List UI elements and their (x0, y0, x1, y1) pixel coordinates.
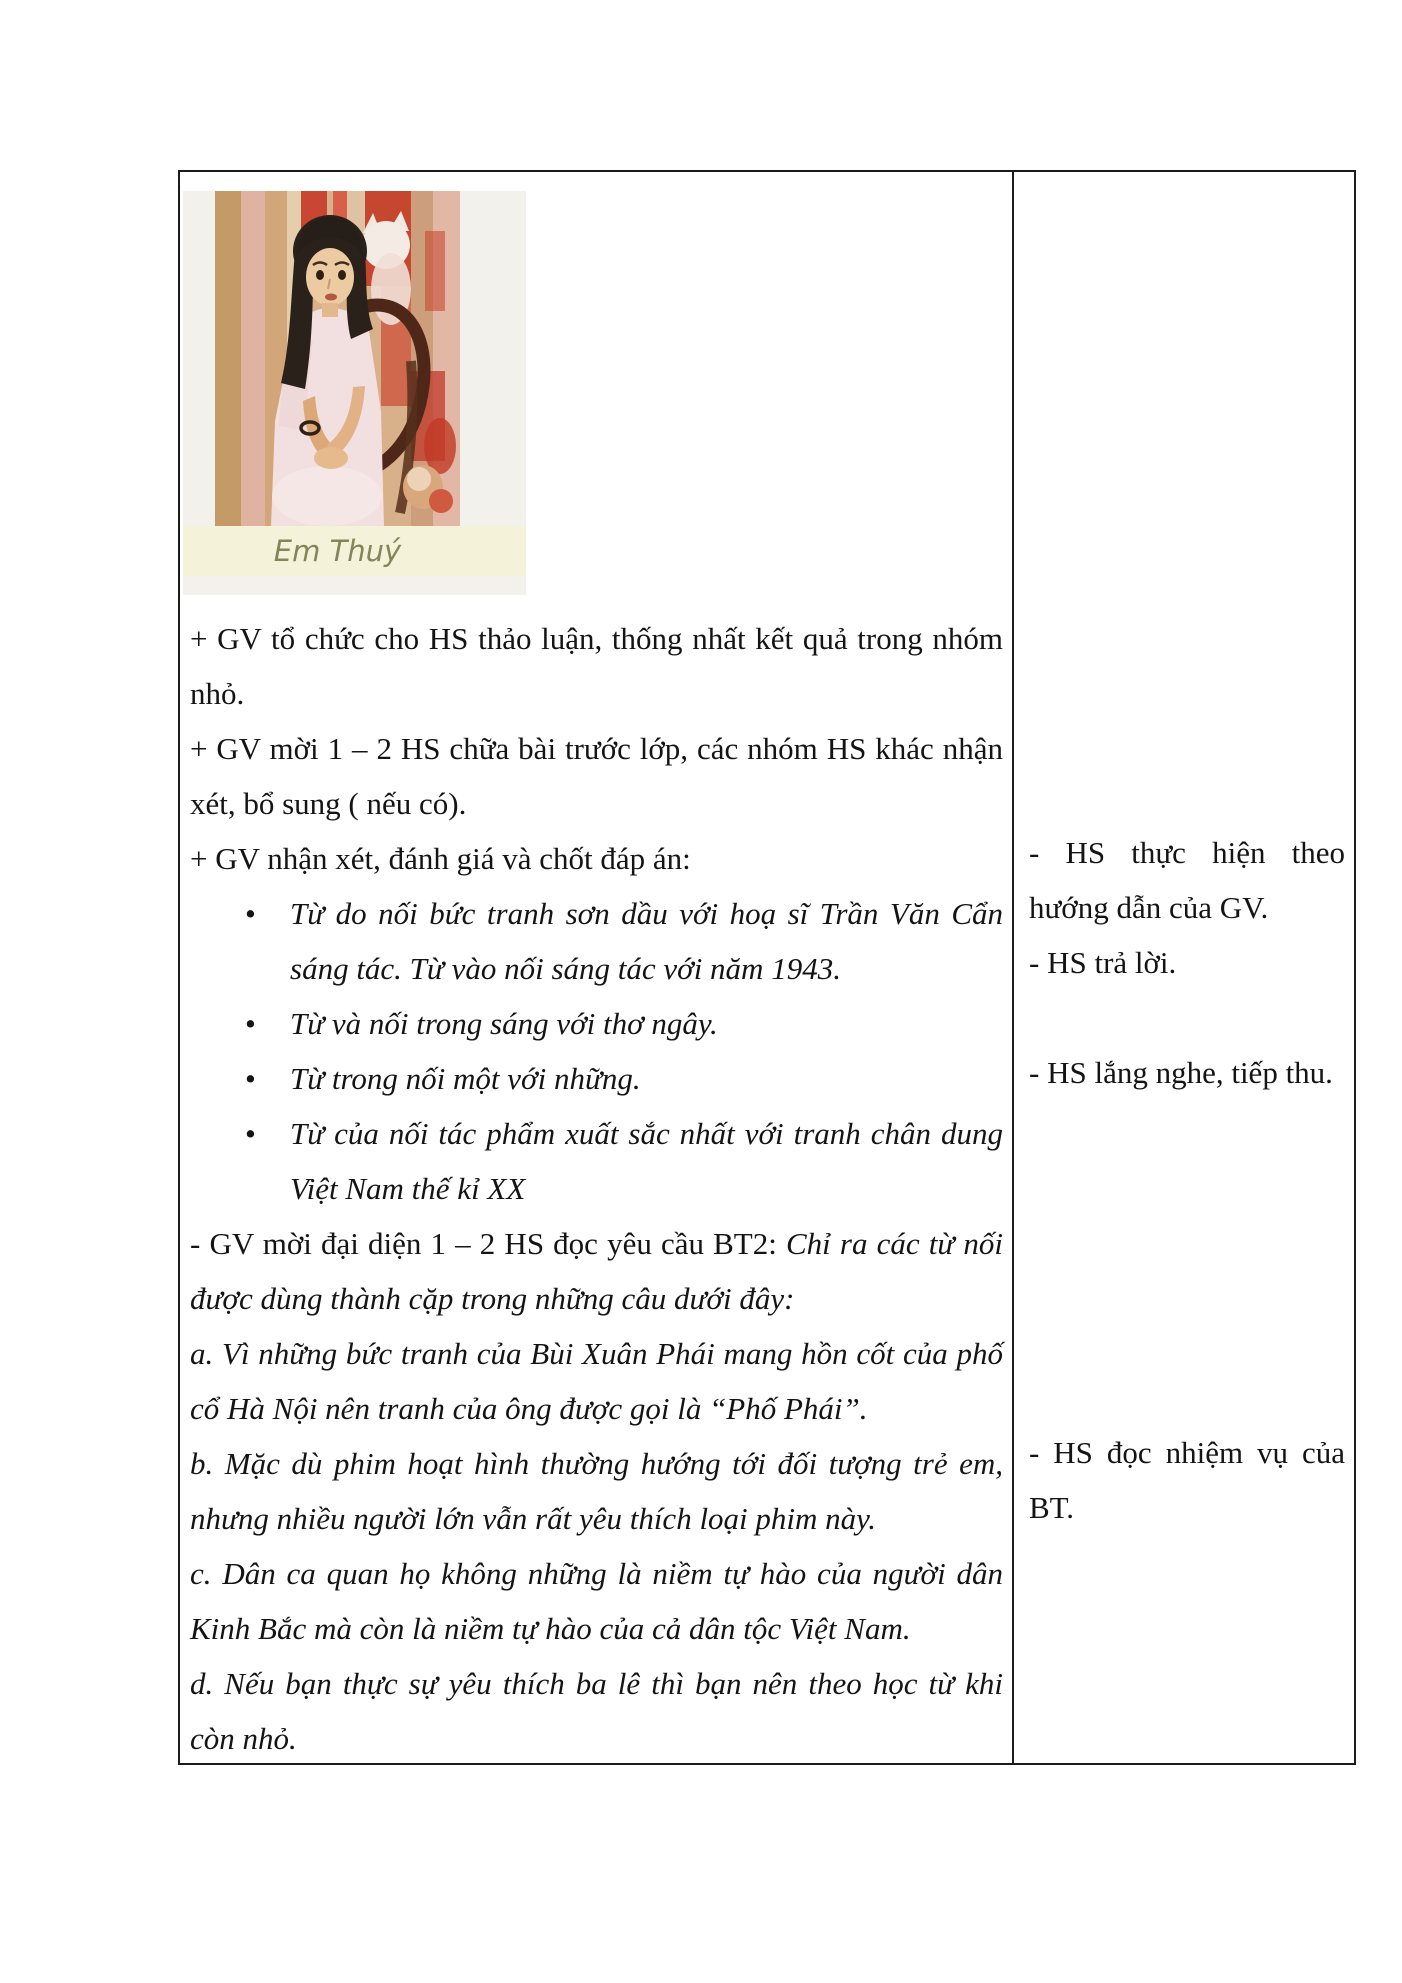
student-activities-cell (1014, 172, 1354, 1763)
figure-caption: Em Thuý (183, 526, 526, 576)
lesson-plan-table (178, 170, 1356, 1765)
em-thuy-painting-image (215, 191, 460, 526)
hs-note-read-task: - HS đọc nhiệm vụ của BT. (1029, 1435, 1345, 1525)
answer-item-3: • Từ trong nối một với những. (190, 1051, 1003, 1106)
teacher-activities-text (180, 611, 1012, 1763)
hs-note-listen: - HS lắng nghe, tiếp thu. (1029, 1055, 1333, 1090)
answer-item-4: • Từ của nối tác phẩm xuất sắc nhất với tranh chân dung Việt Nam thế kỉ XX (190, 1106, 1003, 1216)
gv-note-bt2 (190, 1216, 1003, 1326)
answer-item-1: • Từ do nối bức tranh sơn dầu với hoạ sĩ Trần Văn Cẩn sáng tác. Từ vào nối sáng tác với năm 1943. (190, 886, 1003, 996)
gv-note-discuss: + GV tổ chức cho HS thảo luận, thống nhất kết quả trong nhóm nhỏ. (190, 621, 1003, 711)
gv-note-invite-fix: + GV mời 1 – 2 HS chữa bài trước lớp, các nhóm HS khác nhận xét, bổ sung ( nếu có). (190, 731, 1003, 821)
figure-block (183, 191, 526, 595)
sentence-c: c. Dân ca quan họ không những là niềm tự hào của người dân Kinh Bắc mà còn là niềm tự hào của cả dân tộc Việt Nam. (190, 1556, 1003, 1646)
sentence-d: d. Nếu bạn thực sự yêu thích ba lê thì bạn nên theo học từ khi còn nhỏ. (190, 1666, 1003, 1756)
answer-item-2: • Từ và nối trong sáng với thơ ngây. (190, 996, 1003, 1051)
bt2-lead-text: - GV mời đại diện 1 – 2 HS đọc yêu cầu BT2: (190, 1226, 786, 1261)
answer-key-list (190, 886, 1003, 1216)
gv-note-conclude: + GV nhận xét, đánh giá và chốt đáp án: (190, 841, 691, 876)
bt2-task-text: Chỉ ra các từ nối được dùng thành cặp trong những câu dưới đây: (190, 1226, 1003, 1316)
hs-note-answer: - HS trả lời. (1029, 945, 1177, 980)
teacher-activities-cell (180, 172, 1014, 1763)
sentence-b: b. Mặc dù phim hoạt hình thường hướng tới đối tượng trẻ em, nhưng nhiều người lớn vẫn rất yêu thích loại phim này. (190, 1446, 1003, 1536)
hs-note-follow: - HS thực hiện theo hướng dẫn của GV. (1029, 835, 1345, 925)
sentence-a: a. Vì những bức tranh của Bùi Xuân Phái mang hồn cốt của phố cổ Hà Nội nên tranh của ông được gọi là “Phố Phái”. (190, 1336, 1003, 1426)
